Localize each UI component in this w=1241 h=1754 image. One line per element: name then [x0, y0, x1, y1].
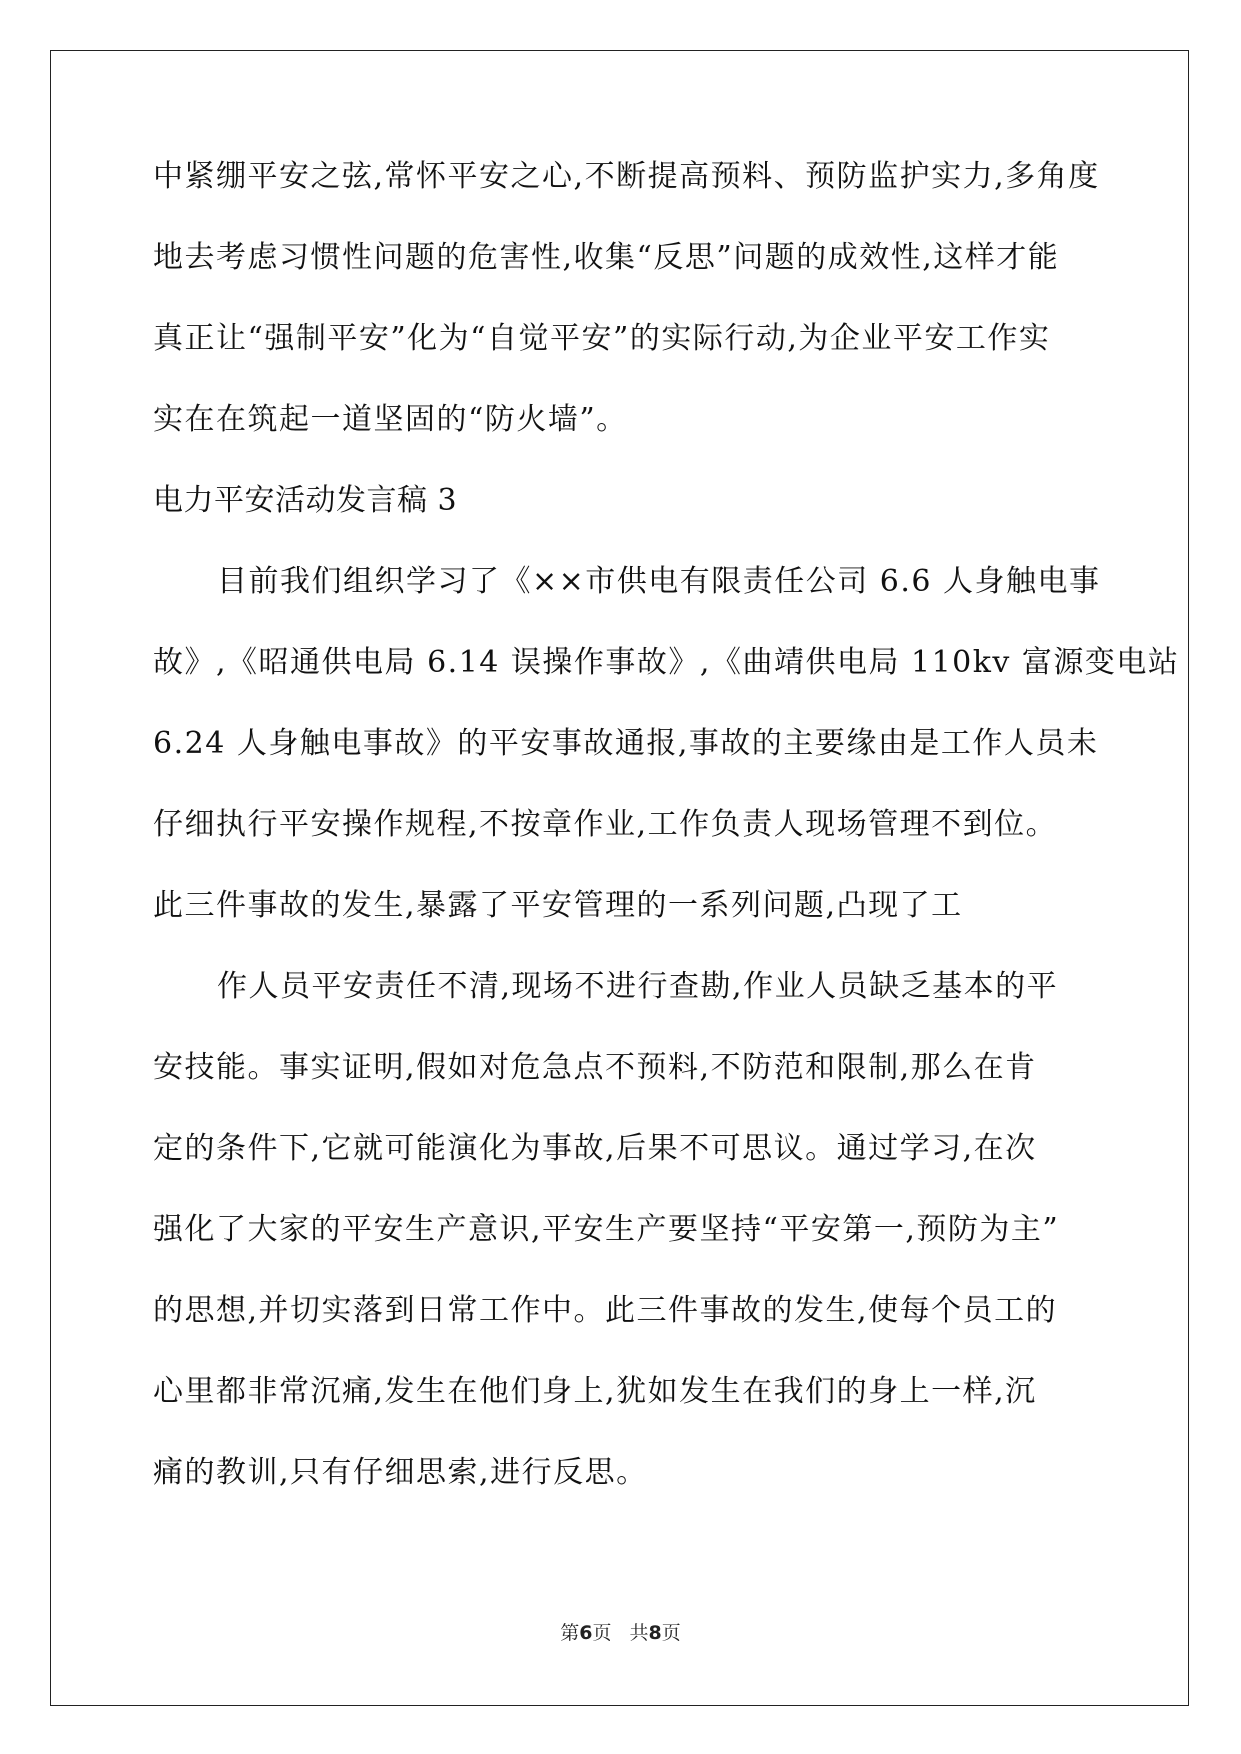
text-line: 6.24 人身触电事故》的平安事故通报,事故的主要缘由是工作人员未	[153, 726, 1099, 761]
total-prefix: 共	[629, 1622, 649, 1644]
text-line: 的思想,并切实落到日常工作中。此三件事故的发生,使每个员工的	[153, 1293, 1058, 1328]
text-line: 定的条件下,它就可能演化为事故,后果不可思议。通过学习,在次	[153, 1131, 1037, 1166]
page-number: 6	[579, 1622, 593, 1644]
page-suffix: 页	[592, 1622, 612, 1644]
text-line: 故》,《昭通供电局 6.14 误操作事故》,《曲靖供电局 110kv 富源变电站	[153, 645, 1180, 680]
total-pages: 8	[648, 1622, 662, 1644]
page-prefix: 第	[560, 1622, 580, 1644]
section-heading: 电力平安活动发言稿 3	[153, 483, 458, 518]
document-body	[153, 158, 1180, 1535]
text-line: 仔细执行平安操作规程,不按章作业,工作负责人现场管理不到位。	[153, 807, 1058, 842]
text-line: 地去考虑习惯性问题的危害性,收集“反思”问题的成效性,这样才能	[153, 240, 1060, 275]
text-line: 中紧绷平安之弦,常怀平安之心,不断提高预料、预防监护实力,多角度	[153, 159, 1100, 194]
text-line: 真正让“强制平安”化为“自觉平安”的实际行动,为企业平安工作实	[153, 321, 1051, 356]
page-footer	[0, 1618, 1241, 1645]
text-line: 作人员平安责任不清,现场不进行查勘,作业人员缺乏基本的平	[217, 969, 1059, 1004]
text-line: 实在在筑起一道坚固的“防火墙”。	[153, 402, 628, 437]
text-line: 痛的教训,只有仔细思索,进行反思。	[153, 1455, 648, 1490]
text-line: 强化了大家的平安生产意识,平安生产要坚持“平安第一,预防为主”	[153, 1212, 1060, 1247]
text-line: 此三件事故的发生,暴露了平安管理的一系列问题,凸现了工	[153, 888, 963, 923]
total-suffix: 页	[661, 1622, 681, 1644]
text-line: 心里都非常沉痛,发生在他们身上,犹如发生在我们的身上一样,沉	[153, 1374, 1037, 1409]
text-line: 目前我们组织学习了《××市供电有限责任公司 6.6 人身触电事	[217, 564, 1101, 599]
text-line: 安技能。事实证明,假如对危急点不预料,不防范和限制,那么在肯	[153, 1050, 1037, 1085]
